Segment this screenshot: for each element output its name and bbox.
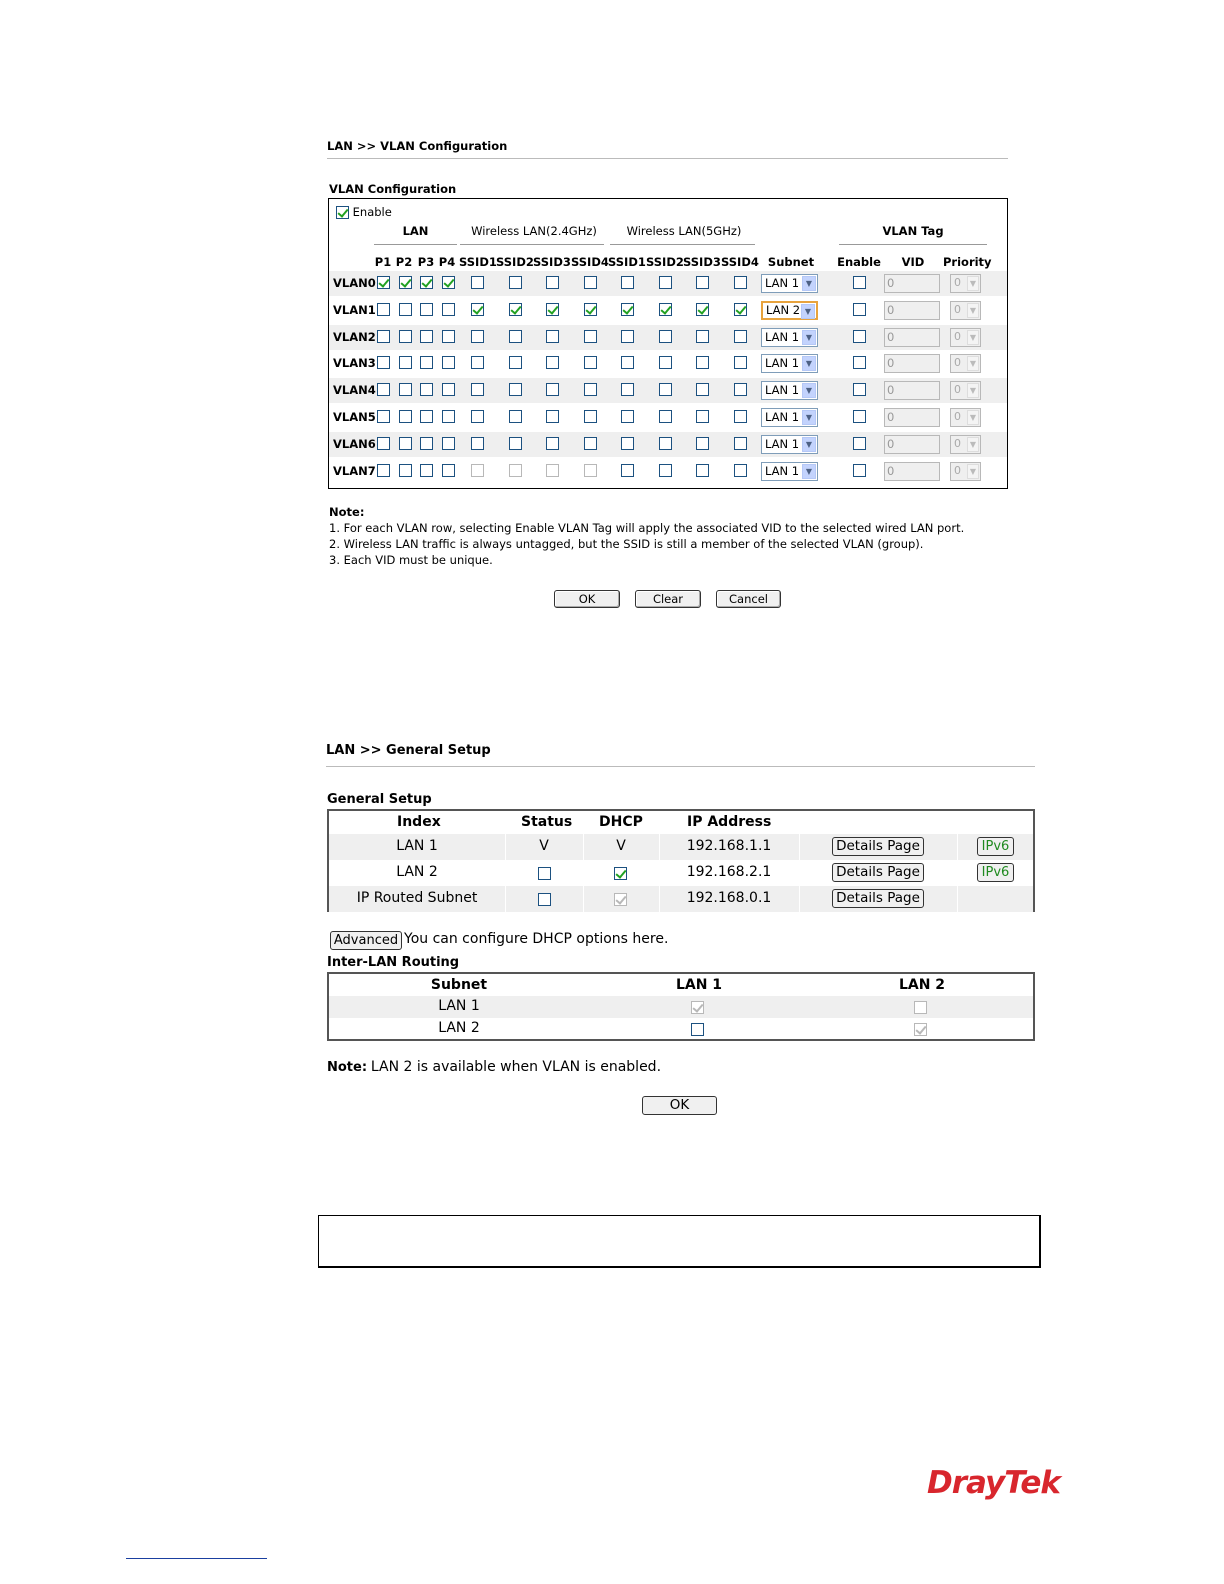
col-dhcp: DHCP	[599, 814, 643, 830]
subnet-select[interactable]	[761, 381, 818, 400]
port-p3-checkbox[interactable]	[420, 276, 433, 289]
column-divider	[583, 834, 584, 912]
chevron-down-icon: ▼	[967, 410, 979, 425]
wlan5-ssid4-checkbox[interactable]	[734, 356, 747, 369]
col-subnet: Subnet	[767, 255, 815, 269]
col-vid: VID	[901, 255, 925, 269]
wlan5-ssid2-checkbox[interactable]	[659, 383, 672, 396]
chevron-down-icon: ▼	[967, 303, 979, 318]
wlan5-ssid3-checkbox[interactable]	[696, 437, 709, 450]
port-p4-checkbox[interactable]	[442, 464, 455, 477]
wlan24-ssid2-checkbox[interactable]	[509, 330, 522, 343]
wlan5-ssid3-checkbox[interactable]	[696, 276, 709, 289]
wlan24-ssid1-checkbox[interactable]	[471, 276, 484, 289]
inter-lan1-lan1-checkbox	[691, 1001, 704, 1014]
vid-input: 0	[884, 328, 940, 347]
priority-select	[950, 354, 981, 373]
port-p2-checkbox[interactable]	[399, 276, 412, 289]
vlan-enable-checkbox[interactable]	[336, 206, 349, 219]
port-p3-checkbox[interactable]	[420, 464, 433, 477]
vlan-row-label: VLAN0	[333, 276, 376, 290]
wlan24-ssid3-checkbox[interactable]	[546, 330, 559, 343]
row-ip: 192.168.0.1	[686, 890, 772, 906]
inter-lan2-lan2	[914, 1021, 927, 1037]
column-divider	[659, 834, 660, 912]
wlan5-ssid2-checkbox[interactable]	[659, 330, 672, 343]
vlan-row	[329, 325, 1007, 350]
port-p2-checkbox[interactable]	[399, 356, 412, 369]
subnet-value: LAN 1	[765, 276, 800, 290]
wlan24-ssid4-checkbox[interactable]	[584, 437, 597, 450]
wlan24-ssid3-checkbox[interactable]	[546, 276, 559, 289]
subnet-value: LAN 1	[765, 356, 800, 371]
vlan-row-label: VLAN6	[333, 436, 376, 451]
col-ip-address: IP Address	[687, 814, 772, 830]
title-divider	[327, 158, 1008, 159]
port-p2-checkbox[interactable]	[399, 383, 412, 396]
inter-lan2-lan2-checkbox	[914, 1023, 927, 1036]
general-title-divider	[326, 766, 1035, 767]
priority-value: 0	[954, 410, 961, 423]
vlan-note-1: 1. For each VLAN row, selecting Enable VLAN Tag will apply the associated VID to the selected wired LAN port.	[329, 521, 965, 535]
wlan24-ssid1-checkbox[interactable]	[471, 303, 484, 316]
wlan5-ssid1-checkbox[interactable]	[621, 303, 634, 316]
subnet-value: LAN 1	[765, 410, 800, 424]
port-p3-checkbox[interactable]	[420, 383, 433, 396]
wlan5-ssid1-checkbox[interactable]	[621, 356, 634, 369]
footer-link-underline	[126, 1558, 267, 1559]
wlan24-ssid3-checkbox[interactable]	[546, 437, 559, 450]
vlan-row-label: VLAN1	[333, 302, 376, 317]
vlan-note-3: 3. Each VID must be unique.	[329, 553, 493, 567]
chevron-down-icon[interactable]: ▼	[802, 356, 816, 371]
chevron-down-icon: ▼	[967, 330, 979, 345]
vlan-tag-enable-checkbox[interactable]	[853, 383, 866, 396]
wlan24-ssid3-checkbox[interactable]	[546, 410, 559, 423]
wlan24-ssid3-checkbox[interactable]	[546, 383, 559, 396]
row-index: LAN 1	[396, 838, 438, 854]
advanced-description: You can configure DHCP options here.	[404, 931, 669, 947]
wlan24-ssid2-checkbox[interactable]	[509, 276, 522, 289]
col-inter-subnet: Subnet	[430, 977, 488, 993]
subnet-value: LAN 1	[765, 463, 800, 478]
vid-input: 0	[884, 381, 940, 400]
vlan-tag-enable-checkbox[interactable]	[853, 410, 866, 423]
group-header-vlan-tag: VLAN Tag	[882, 224, 944, 238]
col-wlan24-ssid4: SSID4	[571, 255, 609, 269]
inter-lan2-lan1[interactable]	[691, 1021, 704, 1037]
priority-select	[950, 462, 981, 481]
general-note-label: Note:	[327, 1060, 368, 1075]
chevron-down-icon: ▼	[967, 276, 979, 291]
table-row	[329, 834, 1033, 860]
vid-input: 0	[884, 274, 940, 293]
wlan24-ssid1-checkbox[interactable]	[471, 383, 484, 396]
group-header-wlan5: Wireless LAN(5GHz)	[626, 224, 742, 238]
lan2-status-checkbox[interactable]	[538, 867, 551, 880]
vlan-row	[329, 271, 1007, 296]
col-status: Status	[521, 814, 573, 830]
vlan-row	[329, 405, 1007, 430]
chevron-down-icon: ▼	[967, 464, 979, 479]
wlan5-ssid1-checkbox[interactable]	[621, 330, 634, 343]
wlan24-ssid2-checkbox	[509, 464, 522, 477]
general-section-title: General Setup	[327, 792, 432, 807]
group-header-lan: LAN	[402, 224, 429, 238]
vid-input: 0	[884, 435, 940, 454]
subnet-value: LAN 1	[765, 329, 800, 344]
port-p3-checkbox[interactable]	[420, 356, 433, 369]
col-wlan5-ssid3: SSID3	[683, 255, 721, 269]
port-p3-checkbox[interactable]	[420, 437, 433, 450]
subnet-value: LAN 1	[765, 383, 800, 398]
wlan5-ssid2-checkbox[interactable]	[659, 437, 672, 450]
subnet-value: LAN 1	[765, 436, 800, 451]
wlan24-ssid4-checkbox	[584, 464, 597, 477]
chevron-down-icon: ▼	[967, 356, 979, 371]
wlan24-ssid1-checkbox[interactable]	[471, 330, 484, 343]
chevron-down-icon[interactable]: ▼	[802, 437, 816, 452]
chevron-down-icon[interactable]: ▼	[802, 410, 816, 425]
wlan24-ssid4-checkbox[interactable]	[584, 330, 597, 343]
vlan-tag-enable-checkbox[interactable]	[853, 464, 866, 477]
lan2-dhcp-checkbox[interactable]	[614, 867, 627, 880]
port-p1-checkbox[interactable]	[377, 356, 390, 369]
row-ip: 192.168.2.1	[686, 864, 772, 880]
port-p3-checkbox[interactable]	[420, 303, 433, 316]
col-wlan24-ssid1: SSID1	[459, 255, 497, 269]
priority-value: 0	[954, 302, 961, 316]
vlan-config-table	[328, 198, 1008, 489]
col-tag-enable: Enable	[837, 255, 881, 269]
group-line-vlan-tag	[839, 244, 987, 245]
wlan5-ssid1-checkbox[interactable]	[621, 276, 634, 289]
vlan-tag-enable-checkbox[interactable]	[853, 356, 866, 369]
wlan5-ssid1-checkbox[interactable]	[621, 410, 634, 423]
wlan5-ssid4-checkbox[interactable]	[734, 276, 747, 289]
empty-info-box	[318, 1215, 1041, 1268]
chevron-down-icon: ▼	[967, 437, 979, 452]
priority-value: 0	[954, 329, 961, 343]
port-p2-checkbox[interactable]	[399, 437, 412, 450]
routed-dhcp	[614, 891, 627, 907]
vlan-row-label: VLAN4	[333, 383, 376, 398]
col-wlan24-ssid3: SSID3	[533, 255, 571, 269]
details-page-button[interactable]: Details Page	[832, 837, 924, 856]
subnet-select[interactable]	[761, 274, 818, 293]
port-p1-checkbox[interactable]	[377, 330, 390, 343]
port-p2-checkbox[interactable]	[399, 303, 412, 316]
port-p2-checkbox[interactable]	[399, 464, 412, 477]
subnet-select[interactable]	[761, 301, 818, 320]
vlan-clear-button[interactable]: Clear	[635, 590, 701, 608]
priority-value: 0	[954, 436, 961, 450]
vlan-cancel-button[interactable]: Cancel	[716, 590, 781, 608]
col-p3: P3	[417, 255, 435, 269]
wlan5-ssid4-checkbox[interactable]	[734, 464, 747, 477]
wlan5-ssid2-checkbox[interactable]	[659, 303, 672, 316]
vlan-section-title: VLAN Configuration	[329, 182, 457, 196]
subnet-select[interactable]	[761, 408, 818, 427]
column-divider	[957, 834, 958, 912]
wlan24-ssid2-checkbox[interactable]	[509, 303, 522, 316]
inter-lan1-lan1	[691, 999, 704, 1015]
wlan24-ssid2-checkbox[interactable]	[509, 356, 522, 369]
col-wlan5-ssid1: SSID1	[608, 255, 646, 269]
chevron-down-icon: ▼	[967, 383, 979, 398]
group-line-lan	[374, 244, 457, 245]
wlan24-ssid3-checkbox	[546, 464, 559, 477]
wlan24-ssid4-checkbox[interactable]	[584, 356, 597, 369]
priority-select	[950, 435, 981, 454]
lan2-status[interactable]	[538, 865, 551, 881]
inter-lan-table	[327, 972, 1035, 1041]
subnet-value: LAN 2	[766, 302, 801, 317]
subnet-select[interactable]	[761, 435, 818, 454]
wlan5-ssid4-checkbox[interactable]	[734, 383, 747, 396]
port-p2-checkbox[interactable]	[399, 410, 412, 423]
row-status: V	[539, 838, 549, 854]
wlan24-ssid1-checkbox[interactable]	[471, 437, 484, 450]
priority-select	[950, 381, 981, 400]
table-row	[329, 996, 1033, 1018]
wlan5-ssid4-checkbox[interactable]	[734, 330, 747, 343]
vlan-note-2: 2. Wireless LAN traffic is always untagged, but the SSID is still a member of the selected VLAN (group).	[329, 537, 924, 551]
vlan-ok-button[interactable]: OK	[554, 590, 620, 608]
col-priority: Priority	[943, 255, 992, 269]
routed-dhcp-checkbox	[614, 893, 627, 906]
wlan24-ssid3-checkbox[interactable]	[546, 303, 559, 316]
priority-select	[950, 301, 981, 320]
row-dhcp: V	[616, 838, 626, 854]
general-ok-button[interactable]: OK	[642, 1096, 717, 1115]
advanced-button[interactable]: Advanced	[330, 931, 402, 950]
vid-input: 0	[884, 354, 940, 373]
details-page-button[interactable]: Details Page	[832, 889, 924, 908]
vlan-enable[interactable]	[336, 205, 392, 219]
col-p1: P1	[374, 255, 392, 269]
lan2-dhcp[interactable]	[614, 865, 627, 881]
vlan-row-label: VLAN2	[333, 329, 376, 344]
wlan5-ssid4-checkbox[interactable]	[734, 303, 747, 316]
chevron-down-icon[interactable]: ▼	[802, 464, 816, 479]
port-p2-checkbox[interactable]	[399, 330, 412, 343]
col-wlan5-ssid4: SSID4	[721, 255, 759, 269]
port-p1-checkbox[interactable]	[377, 437, 390, 450]
port-p1-checkbox[interactable]	[377, 464, 390, 477]
subnet-select[interactable]	[761, 328, 818, 347]
group-line-wlan5	[610, 244, 755, 245]
wlan24-ssid2-checkbox[interactable]	[509, 437, 522, 450]
inter-row-subnet: LAN 1	[438, 998, 480, 1014]
col-p4: P4	[438, 255, 456, 269]
priority-value: 0	[954, 276, 961, 289]
wlan5-ssid1-checkbox[interactable]	[621, 464, 634, 477]
chevron-down-icon[interactable]: ▼	[802, 383, 816, 398]
general-setup-table	[327, 809, 1035, 912]
vlan-tag-enable-checkbox[interactable]	[853, 330, 866, 343]
general-page-title: LAN >> General Setup	[326, 743, 491, 758]
port-p4-checkbox[interactable]	[442, 356, 455, 369]
port-p4-checkbox[interactable]	[442, 330, 455, 343]
vid-input: 0	[884, 462, 940, 481]
vlan-row	[329, 298, 1007, 323]
wlan24-ssid2-checkbox[interactable]	[509, 410, 522, 423]
vlan-row	[329, 378, 1007, 403]
vlan-tag-enable-checkbox[interactable]	[853, 276, 866, 289]
table-row	[329, 860, 1033, 886]
column-divider	[505, 834, 506, 912]
port-p1-checkbox[interactable]	[377, 383, 390, 396]
row-index: LAN 2	[396, 864, 438, 880]
vlan-page-title: LAN >> VLAN Configuration	[327, 139, 508, 153]
vlan-row	[329, 459, 1007, 484]
column-divider	[799, 834, 800, 912]
priority-value: 0	[954, 463, 961, 477]
wlan5-ssid1-checkbox[interactable]	[621, 383, 634, 396]
subnet-select[interactable]	[761, 354, 818, 373]
wlan5-ssid2-checkbox[interactable]	[659, 356, 672, 369]
priority-select	[950, 274, 981, 293]
vlan-row-label: VLAN7	[333, 463, 376, 478]
priority-select	[950, 408, 981, 427]
vlan-row	[329, 432, 1007, 457]
subnet-select[interactable]	[761, 462, 818, 481]
wlan5-ssid4-checkbox[interactable]	[734, 410, 747, 423]
details-page-button[interactable]: Details Page	[832, 863, 924, 882]
row-ip: 192.168.1.1	[686, 838, 772, 854]
port-p1-checkbox[interactable]	[377, 410, 390, 423]
priority-select	[950, 328, 981, 347]
routed-status-checkbox[interactable]	[538, 893, 551, 906]
general-note-text: LAN 2 is available when VLAN is enabled.	[370, 1059, 662, 1075]
wlan5-ssid3-checkbox[interactable]	[696, 383, 709, 396]
ipv6-button[interactable]: IPv6	[977, 863, 1014, 882]
vlan-tag-enable-checkbox[interactable]	[853, 303, 866, 316]
port-p3-checkbox[interactable]	[420, 410, 433, 423]
inter-lan-title: Inter-LAN Routing	[327, 955, 460, 970]
inter-row-subnet: LAN 2	[438, 1020, 480, 1036]
chevron-down-icon[interactable]: ▼	[802, 330, 816, 345]
vid-input: 0	[884, 301, 940, 320]
wlan24-ssid4-checkbox[interactable]	[584, 276, 597, 289]
port-p1-checkbox[interactable]	[377, 276, 390, 289]
priority-value: 0	[954, 383, 961, 397]
inter-lan1-lan2-checkbox	[914, 1001, 927, 1014]
vlan-tag-enable-checkbox[interactable]	[853, 437, 866, 450]
wlan24-ssid1-checkbox	[471, 464, 484, 477]
col-inter-lan2: LAN 2	[898, 977, 946, 993]
table-row	[329, 886, 1033, 912]
wlan24-ssid4-checkbox[interactable]	[584, 410, 597, 423]
col-wlan5-ssid2: SSID2	[646, 255, 684, 269]
wlan24-ssid4-checkbox[interactable]	[584, 303, 597, 316]
wlan5-ssid2-checkbox[interactable]	[659, 276, 672, 289]
wlan5-ssid1-checkbox[interactable]	[621, 437, 634, 450]
table-row	[329, 1018, 1033, 1040]
port-p4-checkbox[interactable]	[442, 303, 455, 316]
wlan5-ssid3-checkbox[interactable]	[696, 464, 709, 477]
row-index: IP Routed Subnet	[356, 890, 478, 906]
group-line-wlan24	[460, 244, 604, 245]
wlan5-ssid4-checkbox[interactable]	[734, 437, 747, 450]
vlan-note-title: Note:	[329, 505, 365, 519]
wlan24-ssid4-checkbox[interactable]	[584, 383, 597, 396]
vid-input: 0	[884, 408, 940, 427]
wlan5-ssid2-checkbox[interactable]	[659, 464, 672, 477]
routed-status[interactable]	[538, 891, 551, 907]
port-p3-checkbox[interactable]	[420, 330, 433, 343]
col-p2: P2	[395, 255, 413, 269]
wlan5-ssid3-checkbox[interactable]	[696, 330, 709, 343]
col-wlan24-ssid2: SSID2	[496, 255, 534, 269]
port-p4-checkbox[interactable]	[442, 410, 455, 423]
priority-value: 0	[954, 356, 961, 370]
wlan5-ssid3-checkbox[interactable]	[696, 356, 709, 369]
vlan-row-label: VLAN5	[333, 410, 376, 424]
wlan24-ssid1-checkbox[interactable]	[471, 410, 484, 423]
general-note	[327, 1059, 661, 1075]
vlan-row-label: VLAN3	[333, 356, 376, 371]
chevron-down-icon[interactable]: ▼	[801, 304, 815, 319]
ipv6-button[interactable]: IPv6	[977, 837, 1014, 856]
wlan5-ssid3-checkbox[interactable]	[696, 410, 709, 423]
wlan24-ssid1-checkbox[interactable]	[471, 356, 484, 369]
col-inter-lan1: LAN 1	[675, 977, 723, 993]
wlan24-ssid2-checkbox[interactable]	[509, 383, 522, 396]
inter-lan2-lan1-checkbox[interactable]	[691, 1023, 704, 1036]
port-p4-checkbox[interactable]	[442, 437, 455, 450]
wlan5-ssid2-checkbox[interactable]	[659, 410, 672, 423]
draytek-logo: DrayTek	[927, 1465, 1060, 1501]
vlan-enable-label: Enable	[352, 205, 392, 219]
port-p4-checkbox[interactable]	[442, 276, 455, 289]
col-index: Index	[397, 814, 441, 830]
wlan24-ssid3-checkbox[interactable]	[546, 356, 559, 369]
port-p4-checkbox[interactable]	[442, 383, 455, 396]
vlan-row	[329, 351, 1007, 376]
port-p1-checkbox[interactable]	[377, 303, 390, 316]
group-header-wlan24: Wireless LAN(2.4GHz)	[471, 224, 597, 238]
chevron-down-icon[interactable]: ▼	[802, 276, 816, 291]
wlan5-ssid3-checkbox[interactable]	[696, 303, 709, 316]
inter-lan1-lan2	[914, 999, 927, 1015]
